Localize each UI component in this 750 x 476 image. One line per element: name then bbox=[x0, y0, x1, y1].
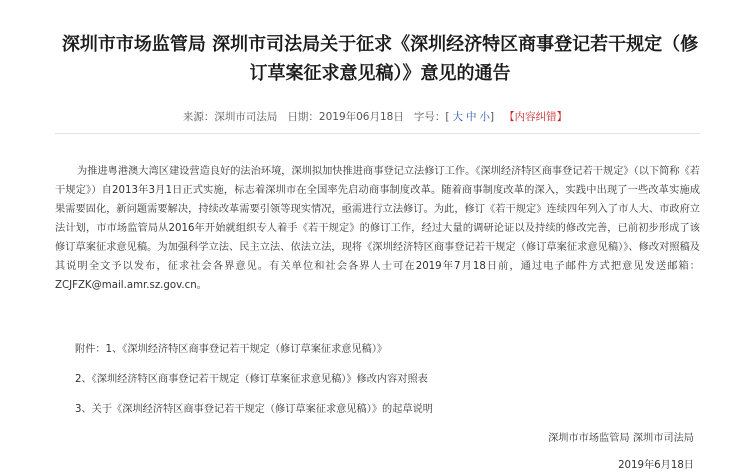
font-size-small-link[interactable]: 小 bbox=[479, 111, 490, 123]
font-size-medium-link[interactable]: 中 bbox=[465, 111, 477, 123]
attachment-2[interactable]: 2、《深圳经济特区商事登记若干规定（修订草案征求意见稿）》修改内容对照表 bbox=[75, 374, 428, 385]
date-label: 日期： bbox=[287, 111, 319, 123]
attachment-1[interactable]: 附件：1、《深圳经济特区商事登记若干规定（修订草案征求意见稿）》 bbox=[75, 344, 388, 355]
date-value: 2019年06月18日 bbox=[318, 111, 404, 123]
signature-date: 2019年6月18日 bbox=[618, 460, 694, 471]
page-title: 深圳市市场监管局 深圳市司法局关于征求《深圳经济特区商事登记若干规定（修订草案征求意见稿）》意见的通告 bbox=[61, 34, 699, 84]
attachment-3[interactable]: 3、关于《深圳经济特区商事登记若干规定（修订草案征求意见稿）》的起草说明 bbox=[75, 404, 433, 415]
font-size-bracket-open: [ bbox=[445, 111, 450, 123]
font-size-label: 字号： bbox=[413, 111, 446, 123]
source-value: 深圳市司法局 bbox=[214, 111, 278, 123]
signature-orgs: 深圳市市场监管局 深圳市司法局 bbox=[548, 433, 694, 444]
font-size-large-link[interactable]: 大 bbox=[452, 111, 463, 123]
article-meta bbox=[0, 109, 750, 124]
notice-body-text: 为推进粤港澳大湾区建设营造良好的法治环境，深圳拟加快推进商事登记立法修订工作。《深圳经济特区商事登记若干规定》（以下简称《若干规定》）自2013年3月1日正式实施，标志着深圳市在全国率先启动商事制度改革。随着商事制度改革的深入，实践中出现了一些改革实施成果需要固化，新问题需要解决，持续改革需要引领等现实情况，亟需进行立法修订。为此，修订《若干规定》连续四年列入了市人大、市政府立法计划，市市场监管局从2016年开始就组织专人着手《若干规定》的修订工作，经过大量的调研论证以及持续的修改完善，已前初步形成了该修订草案征求意见稿。为加强科学立法、民主立法、依法立法，现将《深圳经济特区商事登记若干规定（修订草案征求意见稿）》、修改对照稿及其说明全文予以发布，征求社会各界意见。有关单位和社会各界人士可在2019年7月18日前，通过电子邮件方式把意见发送邮箱：ZCJFZK@mail.amr.sz.gov.cn。 bbox=[55, 166, 700, 291]
report-error-link[interactable]: 【内容纠错】 bbox=[504, 111, 568, 123]
font-size-bracket-close: ] bbox=[489, 111, 495, 123]
source-label: 来源： bbox=[182, 111, 215, 123]
notice-body bbox=[55, 162, 700, 295]
divider bbox=[55, 133, 700, 134]
